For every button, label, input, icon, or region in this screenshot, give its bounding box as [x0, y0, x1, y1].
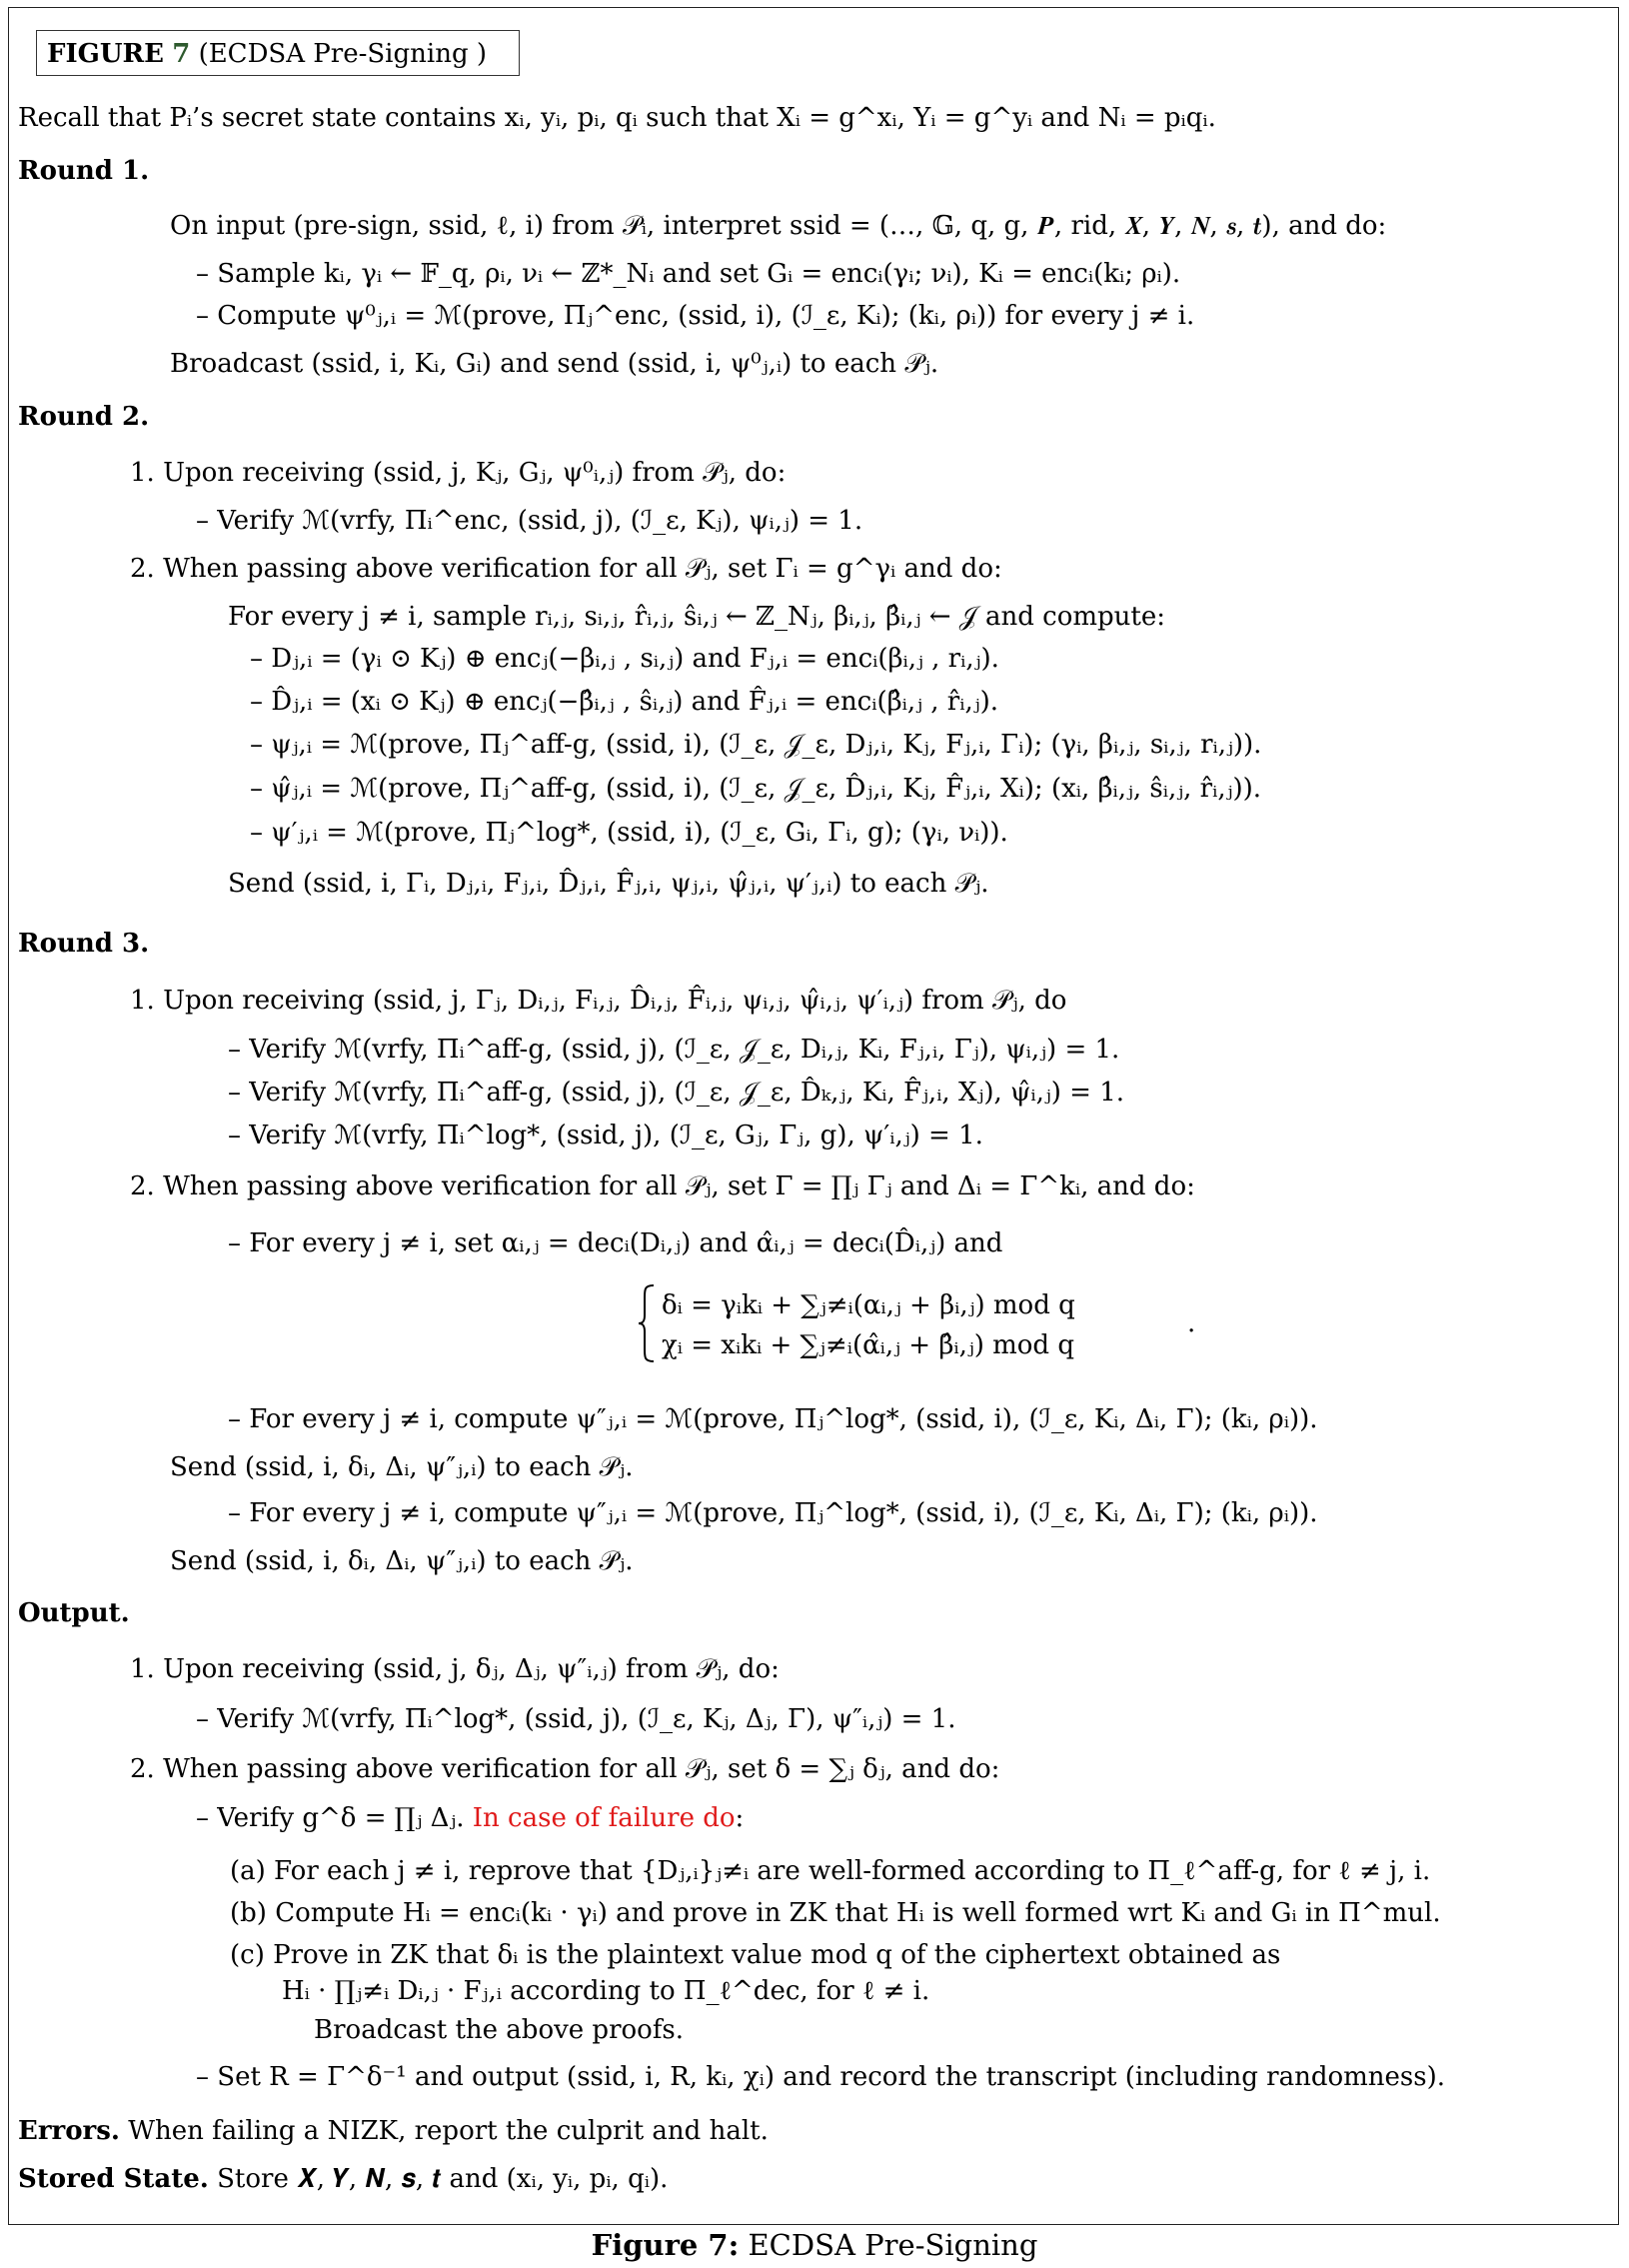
output-line-verify	[196, 1802, 744, 1835]
errors-text: When failing a NIZK, report the culprit and halt.	[128, 2116, 769, 2146]
round2-line: – Verify ℳ(vrfy, Πᵢ^enc, (ssid, j), (ℐ_ε, Kⱼ), ψᵢ,ⱼ) = 1.	[196, 506, 863, 536]
caption-label: Figure 7:	[591, 2228, 740, 2262]
round3-line: – Verify ℳ(vrfy, Πᵢ^aff-g, (ssid, j), (ℐ_ε, 𝒥_ε, D̂ₖ,ⱼ, Kᵢ, F̂ⱼ,ᵢ, Xⱼ), ψ̂ᵢ,ⱼ) = 1.	[228, 1078, 1125, 1108]
round3-line: – For every j ≠ i, set αᵢ,ⱼ = decᵢ(Dᵢ,ⱼ) and α̂ᵢ,ⱼ = decᵢ(D̂ᵢ,ⱼ) and	[228, 1228, 1003, 1258]
round1-line: – Compute ψ⁰ⱼ,ᵢ = ℳ(prove, Πⱼ^enc, (ssid, i), (ℐ_ε, Kᵢ); (kᵢ, ρᵢ)) for every j ≠ i.	[196, 301, 1195, 331]
round2-line: – ψ̂ⱼ,ᵢ = ℳ(prove, Πⱼ^aff-g, (ssid, i), (ℐ_ε, 𝒥_ε, D̂ⱼ,ᵢ, Kⱼ, F̂ⱼ,ᵢ, Xᵢ); (xᵢ, β̂ᵢ,ⱼ, ŝᵢ,ⱼ, r̂ᵢ,ⱼ)).	[250, 774, 1262, 804]
output-line: – Verify ℳ(vrfy, Πᵢ^log*, (ssid, j), (ℐ_ε, Kⱼ, Δⱼ, Γ), ψ″ᵢ,ⱼ) = 1.	[196, 1704, 956, 1734]
verify-text: – Verify g^δ = ∏ⱼ Δⱼ.	[196, 1803, 473, 1833]
errors-heading: Errors.	[18, 2116, 120, 2146]
output-heading: Output.	[18, 1598, 130, 1628]
output-line: (b) Compute Hᵢ = encᵢ(kᵢ · γᵢ) and prove in ZK that Hᵢ is well formed wrt Kᵢ and Gᵢ in Π^mul.	[230, 1898, 1441, 1928]
stored-state-text: Store 𝑿, 𝒀, 𝑵, 𝒔, 𝒕 and (xᵢ, yᵢ, pᵢ, qᵢ).	[217, 2164, 669, 2194]
output-line: 1. Upon receiving (ssid, j, δⱼ, Δⱼ, ψ″ᵢ,ⱼ) from 𝒫ⱼ, do:	[130, 1654, 780, 1684]
round2-line: 2. When passing above verification for all 𝒫ⱼ, set Γᵢ = g^γᵢ and do:	[130, 554, 1002, 584]
intro-text: Recall that Pᵢ’s secret state contains xᵢ, yᵢ, pᵢ, qᵢ such that Xᵢ = g^xᵢ, Yᵢ = g^yᵢ and Nᵢ = pᵢqᵢ.	[18, 103, 1216, 133]
round2-line: – ψ′ⱼ,ᵢ = ℳ(prove, Πⱼ^log*, (ssid, i), (ℐ_ε, Gᵢ, Γᵢ, g); (γᵢ, νᵢ)).	[250, 818, 1008, 848]
stored-state-line	[18, 2163, 668, 2196]
round2-line: – ψⱼ,ᵢ = ℳ(prove, Πⱼ^aff-g, (ssid, i), (ℐ_ε, 𝒥_ε, Dⱼ,ᵢ, Kⱼ, Fⱼ,ᵢ, Γᵢ); (γᵢ, βᵢ,ⱼ, sᵢ,ⱼ, rᵢ,ⱼ)).	[250, 730, 1262, 760]
figure-title-box	[36, 30, 520, 76]
round2-line: 1. Upon receiving (ssid, j, Kⱼ, Gⱼ, ψ⁰ᵢ,ⱼ) from 𝒫ⱼ, do:	[130, 458, 787, 488]
round3-line: Send (ssid, i, δᵢ, Δᵢ, ψ″ⱼ,ᵢ) to each 𝒫ⱼ.	[170, 1452, 634, 1482]
round3-line: Send (ssid, i, δᵢ, Δᵢ, ψ″ⱼ,ᵢ) to each 𝒫ⱼ.	[170, 1546, 634, 1576]
round1-line: On input (pre-sign, ssid, ℓ, i) from 𝒫ᵢ, interpret ssid = (…, 𝔾, q, g, 𝑷, rid, 𝑿, 𝒀, 𝑵, 𝒔, 𝒕), and do:	[170, 211, 1387, 241]
round2-line: – Dⱼ,ᵢ = (γᵢ ⊙ Kⱼ) ⊕ encⱼ(−βᵢ,ⱼ , sᵢ,ⱼ) and Fⱼ,ᵢ = encᵢ(βᵢ,ⱼ , rᵢ,ⱼ).	[250, 644, 999, 674]
output-line: Hᵢ · ∏ⱼ≠ᵢ Dᵢ,ⱼ · Fⱼ,ᵢ according to Π_ℓ^dec, for ℓ ≠ i.	[282, 1976, 930, 2006]
errors-line	[18, 2115, 769, 2148]
round2-heading: Round 2.	[18, 402, 150, 432]
equation-period: .	[1187, 1308, 1196, 1338]
round3-line: – For every j ≠ i, compute ψ″ⱼ,ᵢ = ℳ(prove, Πⱼ^log*, (ssid, i), (ℐ_ε, Kᵢ, Δᵢ, Γ); (kᵢ, ρᵢ)).	[228, 1498, 1318, 1528]
figure-title	[47, 38, 487, 71]
delta-equation: δᵢ = γᵢkᵢ + ∑ⱼ≠ᵢ(αᵢ,ⱼ + βᵢ,ⱼ) mod q	[662, 1290, 1075, 1320]
figure-label: FIGURE	[47, 39, 164, 69]
round2-line: Send (ssid, i, Γᵢ, Dⱼ,ᵢ, Fⱼ,ᵢ, D̂ⱼ,ᵢ, F̂ⱼ,ᵢ, ψⱼ,ᵢ, ψ̂ⱼ,ᵢ, ψ′ⱼ,ᵢ) to each 𝒫ⱼ.	[228, 869, 989, 899]
failure-note: In case of failure do	[472, 1803, 736, 1833]
round3-line: – Verify ℳ(vrfy, Πᵢ^log*, (ssid, j), (ℐ_ε, Gⱼ, Γⱼ, g), ψ′ᵢ,ⱼ) = 1.	[228, 1121, 983, 1150]
failure-colon: :	[735, 1803, 745, 1833]
figure-frame	[8, 7, 1619, 2225]
round2-line: For every j ≠ i, sample rᵢ,ⱼ, sᵢ,ⱼ, r̂ᵢ,ⱼ, ŝᵢ,ⱼ ← ℤ_Nⱼ, βᵢ,ⱼ, β̂ᵢ,ⱼ ← 𝒥 and compute:	[228, 602, 1166, 632]
figure-number: 7	[172, 39, 191, 69]
cases-brace	[637, 1283, 657, 1363]
output-line: – Set R = Γ^δ⁻¹ and output (ssid, i, R, kᵢ, χᵢ) and record the transcript (including randomness).	[196, 2062, 1446, 2092]
round3-line: – For every j ≠ i, compute ψ″ⱼ,ᵢ = ℳ(prove, Πⱼ^log*, (ssid, i), (ℐ_ε, Kᵢ, Δᵢ, Γ); (kᵢ, ρᵢ)).	[228, 1404, 1318, 1434]
figure-caption	[0, 2227, 1629, 2263]
output-line: (a) For each j ≠ i, reprove that {Dⱼ,ᵢ}ⱼ≠ᵢ are well-formed according to Π_ℓ^aff-g, for ℓ ≠ j, i.	[230, 1856, 1431, 1886]
round2-line: – D̂ⱼ,ᵢ = (xᵢ ⊙ Kⱼ) ⊕ encⱼ(−β̂ᵢ,ⱼ , ŝᵢ,ⱼ) and F̂ⱼ,ᵢ = encᵢ(β̂ᵢ,ⱼ , r̂ᵢ,ⱼ).	[250, 687, 999, 717]
output-line: (c) Prove in ZK that δᵢ is the plaintext value mod q of the ciphertext obtained as	[230, 1940, 1281, 1970]
round3-heading: Round 3.	[18, 929, 150, 959]
caption-text: ECDSA Pre-Signing	[748, 2228, 1038, 2262]
output-line: 2. When passing above verification for all 𝒫ⱼ, set δ = ∑ⱼ δⱼ, and do:	[130, 1754, 1000, 1784]
round1-line: – Sample kᵢ, γᵢ ← 𝔽_q, ρᵢ, νᵢ ← ℤ*_Nᵢ and set Gᵢ = encᵢ(γᵢ; νᵢ), Kᵢ = encᵢ(kᵢ; ρᵢ).	[196, 259, 1181, 289]
round1-heading: Round 1.	[18, 156, 150, 186]
figure-name: (ECDSA Pre-Signing )	[198, 39, 487, 69]
chi-equation: χᵢ = xᵢkᵢ + ∑ⱼ≠ᵢ(α̂ᵢ,ⱼ + β̂ᵢ,ⱼ) mod q	[662, 1330, 1074, 1360]
round1-line: Broadcast (ssid, i, Kᵢ, Gᵢ) and send (ssid, i, ψ⁰ⱼ,ᵢ) to each 𝒫ⱼ.	[170, 349, 939, 379]
round3-line: – Verify ℳ(vrfy, Πᵢ^aff-g, (ssid, j), (ℐ_ε, 𝒥_ε, Dᵢ,ⱼ, Kᵢ, Fⱼ,ᵢ, Γⱼ), ψᵢ,ⱼ) = 1.	[228, 1035, 1120, 1065]
stored-state-heading: Stored State.	[18, 2164, 209, 2194]
round3-line: 1. Upon receiving (ssid, j, Γⱼ, Dᵢ,ⱼ, Fᵢ,ⱼ, D̂ᵢ,ⱼ, F̂ᵢ,ⱼ, ψᵢ,ⱼ, ψ̂ᵢ,ⱼ, ψ′ᵢ,ⱼ) from 𝒫ⱼ, do	[130, 986, 1067, 1016]
output-line: Broadcast the above proofs.	[314, 2015, 685, 2045]
round3-line: 2. When passing above verification for all 𝒫ⱼ, set Γ = ∏ⱼ Γⱼ and Δᵢ = Γ^kᵢ, and do:	[130, 1171, 1195, 1201]
